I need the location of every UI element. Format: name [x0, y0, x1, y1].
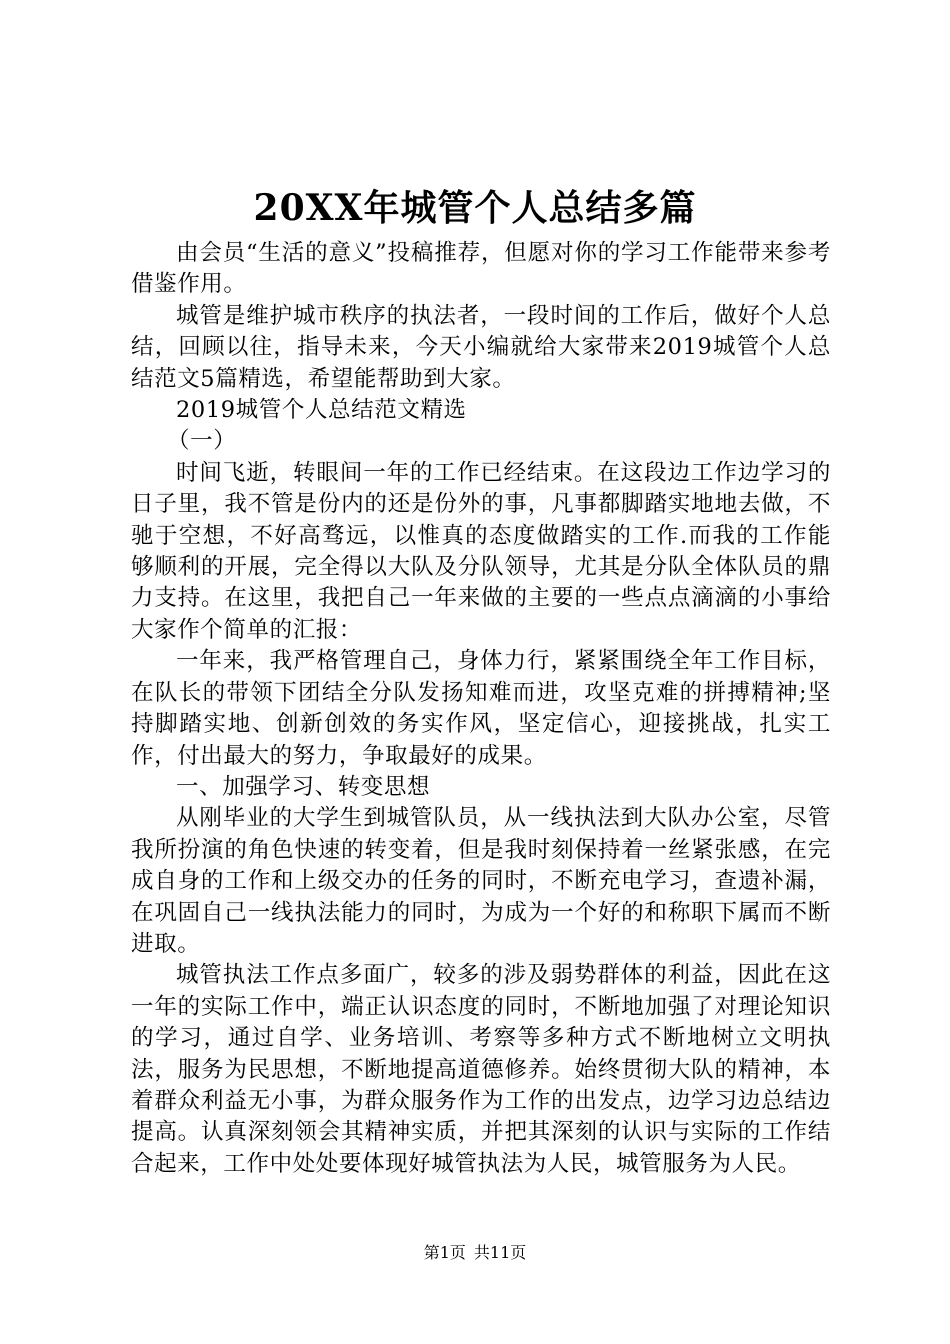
paragraph: 时间飞逝，转眼间一年的工作已经结束。在这段边工作边学习的日子里，我不管是份内的还是份外的事，凡事都脚踏实地地去做，不驰于空想，不好高骛远，以惟真的态度做踏实的工作.而我的工作能够顺利的开展，完全得以大队及分队领导，尤其是分队全体队员的鼎力支持。在这里，我把自己一年来做的主要的一些点点滴滴的小事给大家作个简单的汇报： — [131, 459, 831, 643]
page-number: 第1页 — [423, 1243, 466, 1262]
page-total: 共11页 — [473, 1243, 527, 1262]
page-footer — [0, 1242, 950, 1264]
paragraph: 城管执法工作点多面广，较多的涉及弱势群体的利益，因此在这一年的实际工作中，端正认识态度的同时，不断地加强了对理论知识的学习，通过自学、业务培训、考察等多种方式不断地树立文明执法，服务为民思想，不断地提高道德修养。始终贯彻大队的精神，本着群众利益无小事，为群众服务作为工作的出发点，边学习边总结边提高。认真深刻领会其精神实质，并把其深刻的认识与实际的工作结合起来，工作中处处要体现好城管执法为人民，城管服务为人民。 — [131, 962, 831, 1177]
section-heading: 2019城管个人总结范文精选 — [176, 397, 467, 424]
section-heading: 一、加强学习、转变思想 — [176, 773, 431, 800]
section-number: （一） — [167, 428, 237, 455]
intro-paragraph: 由会员“生活的意义”投稿推荐，但愿对你的学习工作能带来参考借鉴作用。 — [131, 240, 831, 298]
paragraph: 一年来，我严格管理自己，身体力行，紧紧围绕全年工作目标，在队长的带领下团结全分队发扬知难而进，攻坚克难的拼搏精神;坚持脚踏实地、创新创效的务实作风，坚定信心，迎接挑战，扎实工作，付出最大的努力，争取最好的成果。 — [131, 648, 831, 769]
document-title: 20XX年城管个人总结多篇 — [253, 187, 697, 229]
paragraph: 城管是维护城市秩序的执法者，一段时间的工作后，做好个人总结，回顾以往，指导未来，今天小编就给大家带来2019城管个人总结范文5篇精选，希望能帮助到大家。 — [131, 302, 831, 392]
document-body — [131, 238, 831, 1180]
paragraph: 从刚毕业的大学生到城管队员，从一线执法到大队办公室，尽管我所扮演的角色快速的转变着，但是我时刻保持着一丝紧张感，在完成自身的工作和上级交办的任务的同时，不断充电学习，查遗补漏，在巩固自己一线执法能力的同时，为成为一个好的和称职下属而不断进取。 — [131, 805, 831, 957]
